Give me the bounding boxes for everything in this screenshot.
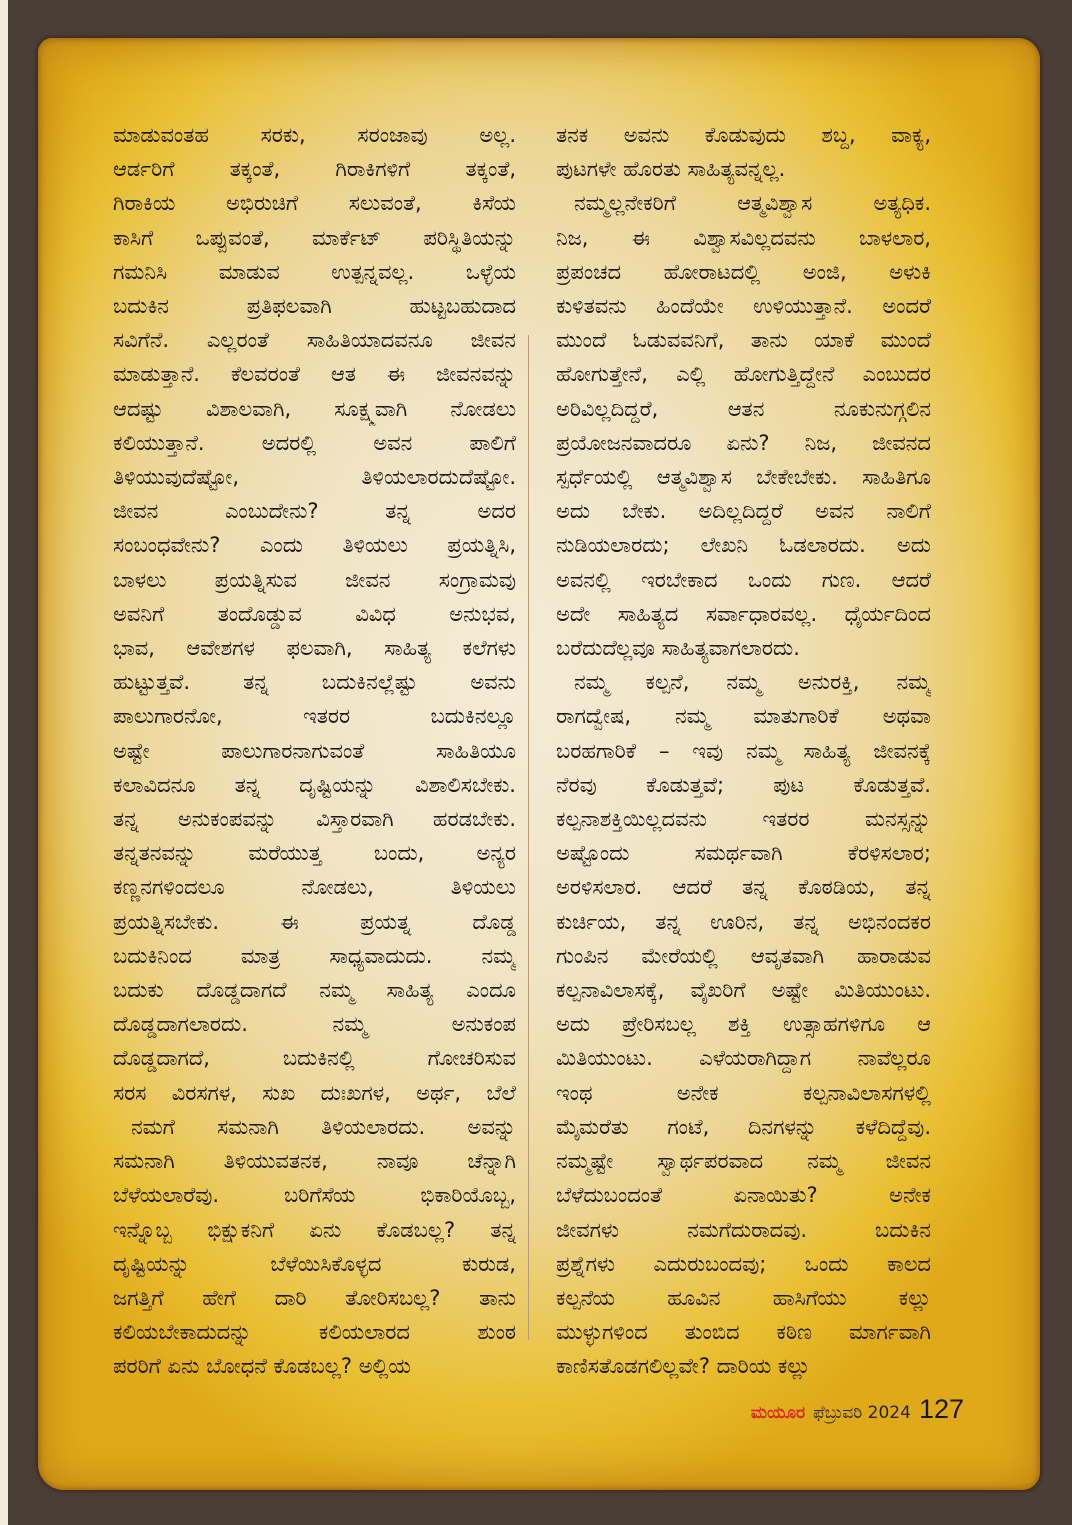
text-line: ಕಲ್ಪನಾಶಕ್ತಿಯಿಲ್ಲದವನು ಇತರರ ಮನಸ್ಸನ್ನು xyxy=(556,807,931,832)
text-line: ಕಾಣಿಸತೊಡಗಲಿಲ್ಲವೇ? ದಾರಿಯ ಕಲ್ಲು xyxy=(556,1354,811,1379)
text-line: ದೃಷ್ಟಿಯನ್ನು ಬೆಳೆಯಿಸಿಕೊಳ್ಳದ ಕುರುಡ, xyxy=(113,1251,516,1276)
text-line: ಸರಸ ವಿರಸಗಳ, ಸುಖ ದುಃಖಗಳ, ಅರ್ಥ, ಬೆಲೆ xyxy=(113,1080,516,1105)
text-line: ಅವನಲ್ಲಿ ಇರಬೇಕಾದ ಒಂದು ಗುಣ. ಆದರೆ xyxy=(556,567,931,592)
text-line: ಸವಿಗೆನೆ. ಎಲ್ಲರಂತೆ ಸಾಹಿತಿಯಾದವನೂ ಜೀವನ xyxy=(113,328,516,353)
text-line: ತನ್ನತನವನ್ನು ಮರೆಯುತ್ತ ಬಂದು, ಅನ್ಯರ xyxy=(113,841,516,866)
text-line: ಸಂಬಂಧವೇನು? ಎಂದು ತಿಳಿಯಲು ಪ್ರಯತ್ನಿಸಿ, xyxy=(113,533,516,558)
text-line: ಕಾಸಿಗೆ ಒಪ್ಪುವಂತೆ, ಮಾರ್ಕೆಟ್ ಪರಿಸ್ಥಿತಿಯನ್ನು xyxy=(113,225,516,250)
text-line: ಜೀವಗಳು ನಮಗೆದುರಾದವು. ಬದುಕಿನ xyxy=(556,1217,931,1242)
text-line: ಕಲ್ಪನೆಯ ಹೂವಿನ ಹಾಸಿಗೆಯು ಕಲ್ಲು xyxy=(556,1285,931,1310)
text-line: ಹೋಗುತ್ತೇನೆ, ಎಲ್ಲಿ ಹೋಗುತ್ತಿದ್ದೇನೆ ಎಂಬುದರ xyxy=(556,362,931,387)
text-line: ಅವನಿಗೆ ತಂದೊಡ್ಡುವ ವಿವಿಧ ಅನುಭವ, xyxy=(113,601,516,626)
text-line: ದೊಡ್ಡದಾಗದೆ, ಬದುಕಿನಲ್ಲಿ ಗೋಚರಿಸುವ xyxy=(113,1046,516,1071)
text-line: ಜೀವನ ಎಂಬುದೇನು? ತನ್ನ ಅದರ xyxy=(113,499,516,524)
text-line: ಪ್ರಶ್ನೆಗಳು ಎದುರುಬಂದವು; ಒಂದು ಕಾಲದ xyxy=(556,1251,931,1276)
text-line: ಅಷ್ಟೇ ಪಾಲುಗಾರನಾಗುವಂತೆ ಸಾಹಿತಿಯೂ xyxy=(113,738,516,763)
text-line: ಬೆಳೆಯಲಾರೆವು. ಬರಿಗೆಸೆಯ ಭಿಕಾರಿಯೊಬ್ಬ, xyxy=(113,1183,516,1208)
text-line: ತನಕ ಅವನು ಕೊಡುವುದು ಶಬ್ದ, ವಾಕ್ಯ, xyxy=(556,123,931,147)
text-line: ಕಲಿಯುತ್ತಾನೆ. ಅದರಲ್ಲಿ ಅವನ ಪಾಲಿಗೆ xyxy=(113,430,516,455)
magazine-brand: ಮಯೂರ xyxy=(750,1403,806,1423)
text-line: ಭಾವ, ಆವೇಶಗಳ ಫಲವಾಗಿ, ಸಾಹಿತ್ಯ ಕಲೆಗಳು xyxy=(113,636,516,661)
text-line: ಗುಂಪಿನ ಮೇರೆಯಲ್ಲಿ ಆವೃತವಾಗಿ ಹಾರಾಡುವ xyxy=(556,943,931,968)
text-line: ಮಾಡುತ್ತಾನೆ. ಕೆಲವರಂತೆ ಆತ ಈ ಜೀವನವನ್ನು xyxy=(113,362,516,387)
text-line: ಮಾಡುವಂತಹ ಸರಕು, ಸರಂಜಾವು ಅಲ್ಲ. xyxy=(113,123,516,147)
text-line: ಬರಹಗಾರಿಕೆ – ಇವು ನಮ್ಮ ಸಾಹಿತ್ಯ ಜೀವನಕ್ಕೆ xyxy=(556,738,931,763)
text-line: ಪ್ರಯತ್ನಿಸಬೇಕು. ಈ ಪ್ರಯತ್ನ ದೊಡ್ಡ xyxy=(113,909,516,934)
text-line: ಆದಷ್ಟು ವಿಶಾಲವಾಗಿ, ಸೂಕ್ಷ್ಮವಾಗಿ ನೋಡಲು xyxy=(113,396,516,421)
text-line: ಅದು ಪ್ರೇರಿಸಬಲ್ಲ ಶಕ್ತಿ ಉತ್ಸಾಹಗಳಿಗೂ ಆ xyxy=(556,1012,931,1037)
text-line: ಬದುಕಿನಿಂದ ಮಾತ್ರ ಸಾಧ್ಯವಾದುದು. ನಮ್ಮ xyxy=(113,943,516,968)
text-line: ಗಿರಾಕಿಯ ಅಭಿರುಚಿಗೆ ಸಲುವಂತೆ, ಕಿಸೆಯ xyxy=(113,191,516,216)
text-line: ಇನ್ನೊಬ್ಬ ಭಿಕ್ಷುಕನಿಗೆ ಏನು ಕೊಡಬಲ್ಲ? ತನ್ನ xyxy=(113,1217,516,1242)
text-line: ಸ್ಪರ್ಧೆಯಲ್ಲಿ ಆತ್ಮವಿಶ್ವಾಸ ಬೇಕೇಬೇಕು. ಸಾಹಿತಿಗೂ xyxy=(556,465,931,490)
page-footer xyxy=(751,1394,964,1425)
text-line: ತನ್ನ ಅನುಕಂಪವನ್ನು ವಿಸ್ತಾರವಾಗಿ ಹರಡಬೇಕು. xyxy=(113,807,516,832)
issue-date: ಫೆಬ್ರುವರಿ 2024 xyxy=(813,1403,911,1423)
text-line: ಪಾಲುಗಾರನೋ, ಇತರರ ಬದುಕಿನಲ್ಲೂ xyxy=(113,704,516,729)
text-line: ದೊಡ್ಡದಾಗಲಾರದು. ನಮ್ಮ ಅನುಕಂಪ xyxy=(113,1012,516,1037)
text-line: ಅಷ್ಟೊಂದು ಸಮರ್ಥವಾಗಿ ಕೆರಳಿಸಲಾರ; xyxy=(556,841,931,866)
text-line: ಅರಿವಿಲ್ಲದಿದ್ದರೆ, ಆತನ ನೂಕುನುಗ್ಗಲಿನ xyxy=(556,396,931,421)
column-divider xyxy=(528,335,529,1340)
left-column xyxy=(113,118,516,1384)
text-line: ಪುಟಗಳೇ ಹೊರತು ಸಾಹಿತ್ಯವನ್ನಲ್ಲ. xyxy=(556,157,786,182)
text-line: ಬದುಕು ದೊಡ್ಡದಾಗದೆ ನಮ್ಮ ಸಾಹಿತ್ಯ ಎಂದೂ xyxy=(113,978,516,1003)
text-line: ನಿಜ, ಈ ವಿಶ್ವಾಸವಿಲ್ಲದವನು ಬಾಳಲಾರ, xyxy=(556,225,931,250)
text-line: ನಮ್ಮಲ್ಲನೇಕರಿಗೆ ಆತ್ಮವಿಶ್ವಾಸ ಅತ್ಯಧಿಕ. xyxy=(574,191,931,216)
text-line: ಕುಳಿತವನು ಹಿಂದೆಯೇ ಉಳಿಯುತ್ತಾನೆ. ಅಂದರೆ xyxy=(556,294,931,319)
text-line: ಕಲ್ಪನಾವಿಲಾಸಕ್ಕೆ, ವೈಖರಿಗೆ ಅಷ್ಟೇ ಮಿತಿಯುಂಟು. xyxy=(556,978,931,1003)
text-line: ಜಗತ್ತಿಗೆ ಹೇಗೆ ದಾರಿ ತೋರಿಸಬಲ್ಲ? ತಾನು xyxy=(113,1285,516,1310)
text-line: ಪ್ರಪಂಚದ ಹೋರಾಟದಲ್ಲಿ ಅಂಜಿ, ಅಳುಕಿ xyxy=(556,259,931,284)
text-line: ತಿಳಿಯುವುದೆಷ್ಟೋ, ತಿಳಿಯಲಾರದುದೆಷ್ಟೋ. xyxy=(113,465,516,490)
text-line: ಪ್ರಯೋಜನವಾದರೂ ಏನು? ನಿಜ, ಜೀವನದ xyxy=(556,430,931,455)
text-line: ಬೆಳೆದುಬಂದಂತೆ ಏನಾಯಿತು? ಅನೇಕ xyxy=(556,1183,931,1208)
text-line: ನಮ್ಮ ಕಲ್ಪನೆ, ನಮ್ಮ ಅನುರಕ್ತಿ, ನಮ್ಮ xyxy=(574,670,931,695)
text-line: ಬಾಳಲು ಪ್ರಯತ್ನಿಸುವ ಜೀವನ ಸಂಗ್ರಾಮವು xyxy=(113,567,516,592)
text-line: ಅರಳಿಸಲಾರ. ಆದರೆ ತನ್ನ ಕೊಠಡಿಯ, ತನ್ನ xyxy=(556,875,931,900)
text-line: ಮುಳ್ಳುಗಳಿಂದ ತುಂಬಿದ ಕಠಿಣ ಮಾರ್ಗವಾಗಿ xyxy=(556,1320,931,1345)
page-number: 127 xyxy=(918,1394,964,1424)
text-line: ನಮಗೆ ಸಮನಾಗಿ ತಿಳಿಯಲಾರದು. ಅವನ್ನು xyxy=(131,1114,516,1139)
text-line: ಅದು ಬೇಕು. ಅದಿಲ್ಲದಿದ್ದರೆ ಅವನ ನಾಲಿಗೆ xyxy=(556,499,931,524)
text-line: ರಾಗದ್ವೇಷ, ನಮ್ಮ ಮಾತುಗಾರಿಕೆ ಅಥವಾ xyxy=(556,704,931,729)
text-line: ನಮ್ಮಷ್ಟೇ ಸ್ವಾರ್ಥಪರವಾದ ನಮ್ಮ ಜೀವನ xyxy=(556,1149,931,1174)
text-line: ಮೈಮರೆತು ಗಂಟೆ, ದಿನಗಳನ್ನು ಕಳೆದಿದ್ದೆವು. xyxy=(556,1114,931,1139)
right-column xyxy=(556,118,931,1384)
text-line: ಪರರಿಗೆ ಏನು ಬೋಧನೆ ಕೊಡಬಲ್ಲ? ಅಲ್ಲಿಯ xyxy=(113,1354,411,1379)
text-line: ಕಲಿಯಬೇಕಾದುದನ್ನು ಕಲಿಯಲಾರದ ಶುಂಠ xyxy=(113,1320,516,1345)
text-line: ಹುಟ್ಟುತ್ತವೆ. ತನ್ನ ಬದುಕಿನಲ್ಲೆಷ್ಟು ಅವನು xyxy=(113,670,516,695)
text-line: ಗಮನಿಸಿ ಮಾಡುವ ಉತ್ಪನ್ನವಲ್ಲ. ಒಳ್ಳೆಯ xyxy=(113,259,516,284)
text-line: ಇಂಥ ಅನೇಕ ಕಲ್ಪನಾವಿಲಾಸಗಳಲ್ಲಿ xyxy=(556,1080,931,1105)
text-line: ನೆರವು ಕೊಡುತ್ತವೆ; ಪುಟ ಕೊಡುತ್ತವೆ. xyxy=(556,772,931,797)
text-line: ಬರೆದುದೆಲ್ಲವೂ ಸಾಹಿತ್ಯವಾಗಲಾರದು. xyxy=(556,636,800,661)
text-line: ಮುಂದೆ ಓಡುವವನಿಗೆ, ತಾನು ಯಾಕೆ ಮುಂದೆ xyxy=(556,328,931,353)
text-line: ಆರ್ಡರಿಗೆ ತಕ್ಕಂತೆ, ಗಿರಾಕಿಗಳಿಗೆ ತಕ್ಕಂತೆ, xyxy=(113,157,516,182)
text-line: ಕಲಾವಿದನೂ ತನ್ನ ದೃಷ್ಟಿಯನ್ನು ವಿಶಾಲಿಸಬೇಕು. xyxy=(113,772,516,797)
text-line: ಕಣ್ಣನಗಳಿಂದಲೂ ನೋಡಲು, ತಿಳಿಯಲು xyxy=(113,875,516,900)
text-line: ನುಡಿಯಲಾರದು; ಲೇಖನಿ ಓಡಲಾರದು. ಅದು xyxy=(556,533,931,558)
text-line: ಕುರ್ಚಿಯ, ತನ್ನ ಊರಿನ, ತನ್ನ ಅಭಿನಂದಕರ xyxy=(556,909,931,934)
text-line: ಅದೇ ಸಾಹಿತ್ಯದ ಸರ್ವಾಧಾರವಲ್ಲ. ಧೈರ್ಯದಿಂದ xyxy=(556,601,931,626)
text-line: ಬದುಕಿನ ಪ್ರತಿಫಲವಾಗಿ ಹುಟ್ಟಬಹುದಾದ xyxy=(113,294,516,319)
text-line: ಸಮನಾಗಿ ತಿಳಿಯುವತನಕ, ನಾವೂ ಚೆನ್ನಾಗಿ xyxy=(113,1149,516,1174)
text-line: ಮಿತಿಯುಂಟು. ಎಳೆಯರಾಗಿದ್ದಾಗ ನಾವೆಲ್ಲರೂ xyxy=(556,1046,931,1071)
